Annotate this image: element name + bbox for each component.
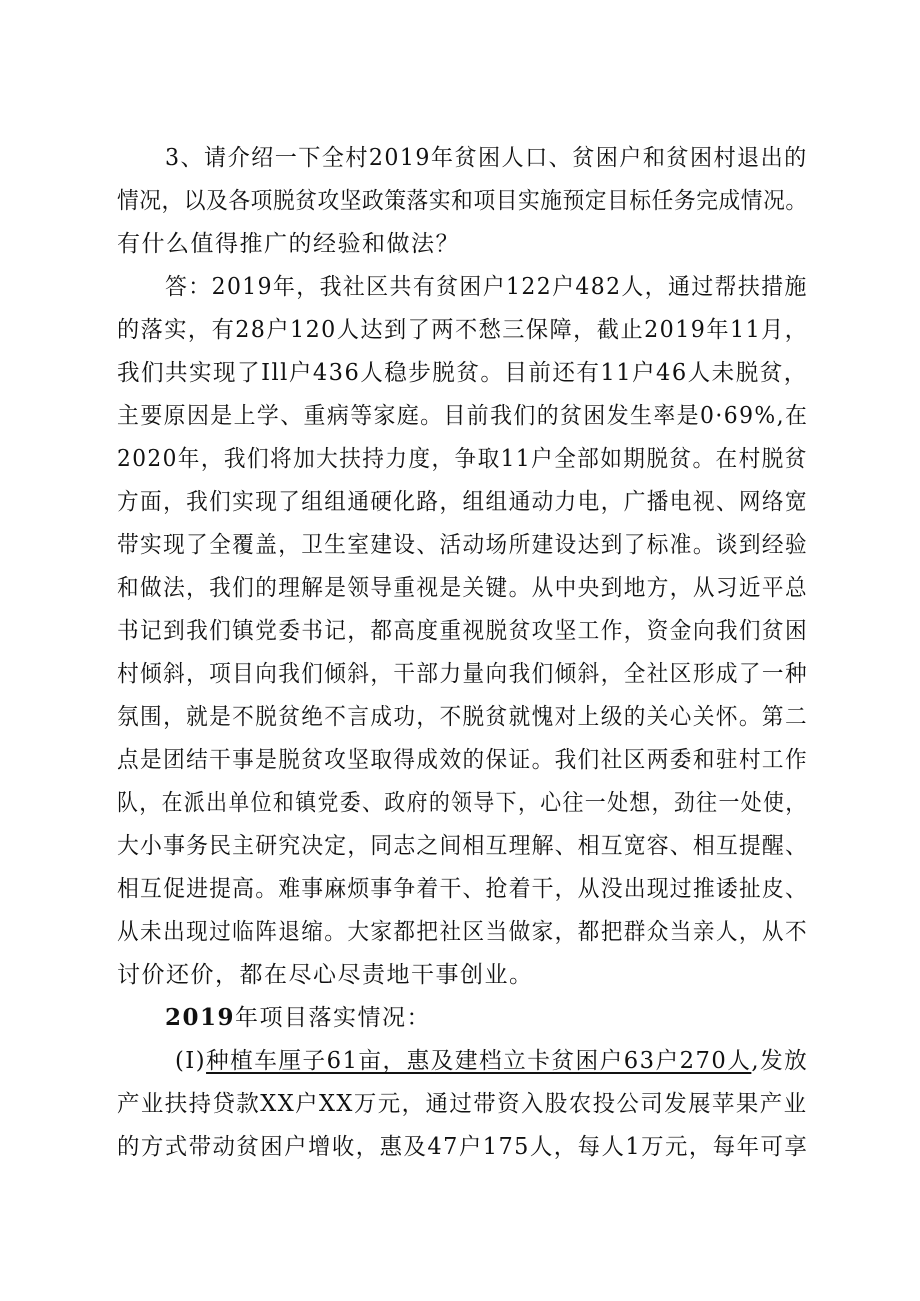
list-item-marker: (I) — [175, 1048, 207, 1074]
paragraph-line: 村倾斜，项目向我们倾斜，干部力量向我们倾斜，全社区形成了一种 — [117, 661, 808, 687]
paragraph-line: 和做法，我们的理解是领导重视是关键。从中央到地方，从习近平总 — [117, 575, 808, 601]
paragraph-line: 氛围，就是不脱贫绝不言成功，不脱贫就愧对上级的关心关怀。第二 — [117, 704, 808, 730]
paragraph-line: 答：2019年，我社区共有贫困户122户482人，通过帮扶措施 — [165, 274, 808, 300]
paragraph-line: 的落实，有28户120人达到了两不愁三保障，截止2019年11月， — [117, 317, 809, 343]
paragraph-line: 方面，我们实现了组组通硬化路，组组通动力电，广播电视、网络宽 — [117, 489, 808, 515]
paragraph-line: 从未出现过临阵退缩。大家都把社区当做家，都把群众当亲人，从不 — [117, 919, 808, 945]
underlined-text: 种植车厘子61亩，惠及建档立卡贫困户63户270人 — [206, 1048, 752, 1074]
paragraph-line: 讨价还价，都在尽心尽责地干事创业。 — [117, 962, 534, 988]
paragraph-line: 点是团结干事是脱贫攻坚取得成效的保证。我们社区两委和驻村工作 — [117, 747, 808, 773]
paragraph-line: 产业扶持贷款XX户XX万元，通过带资入股农投公司发展苹果产业 — [117, 1091, 808, 1117]
paragraph-line: 相互促进提高。难事麻烦事争着干、抢着干，从没出现过推诿扯皮、 — [117, 876, 808, 902]
paragraph-line: 带实现了全覆盖，卫生室建设、活动场所建设达到了标准。谈到经验 — [117, 532, 808, 558]
paragraph-line: 书记到我们镇党委书记，都高度重视脱贫攻坚工作，资金向我们贫困 — [117, 618, 808, 644]
paragraph-line: 情况，以及各项脱贫攻坚政策落实和项目实施预定目标任务完成情况。 — [117, 188, 808, 214]
list-item-text: ,发放 — [751, 1048, 809, 1074]
paragraph-line: 的方式带动贫困户增收，惠及47户175人，每人1万元，每年可享 — [117, 1134, 809, 1160]
paragraph-line: 3、请介绍一下全村2019年贫困人口、贫困户和贫困村退出的 — [165, 145, 808, 171]
paragraph-line: 大小事务民主研究决定，同志之间相互理解、相互宽容、相互提醒、 — [117, 833, 808, 859]
section-heading — [165, 1003, 431, 1033]
paragraph-line: 有什么值得推广的经验和做法？ — [117, 231, 460, 257]
paragraph-line: 主要原因是上学、重病等家庭。目前我们的贫困发生率是0·69%,在 — [117, 403, 809, 429]
section-heading-text: 年项目落实情况： — [235, 1005, 432, 1031]
paragraph-line: 队，在派出单位和镇党委、政府的领导下，心往一处想，劲往一处使， — [117, 790, 808, 816]
section-heading-year: 2019 — [165, 1004, 236, 1031]
paragraph-line: 2020年，我们将加大扶持力度，争取11户全部如期脱贫。在村脱贫 — [117, 446, 808, 472]
list-item-line — [175, 1046, 808, 1076]
paragraph-line: 我们共实现了Ill户436人稳步脱贫。目前还有11户46人未脱贫， — [117, 360, 808, 386]
